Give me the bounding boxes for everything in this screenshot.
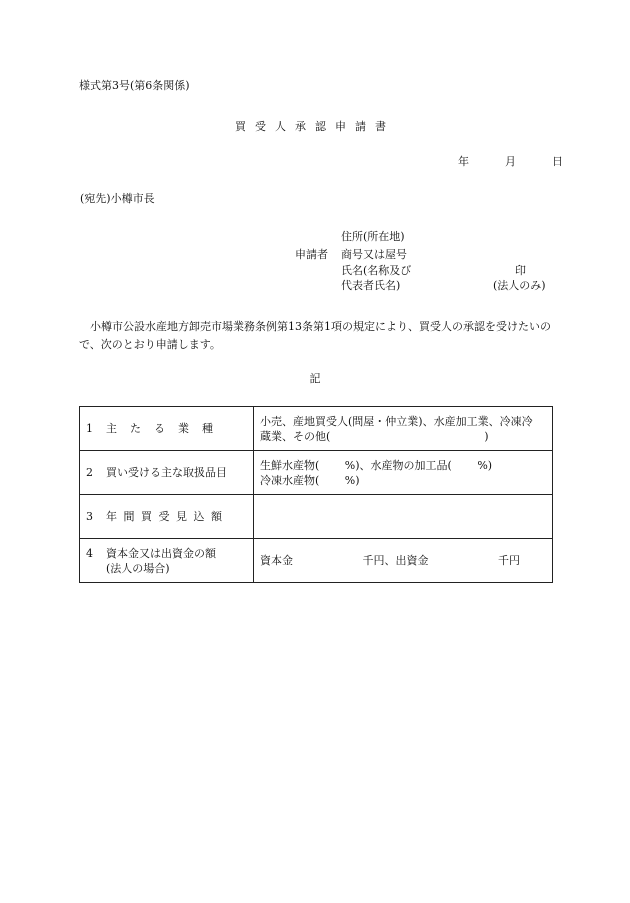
row-content-line: 冷凍水産物( %) — [260, 473, 360, 487]
row-label-cell — [80, 451, 254, 495]
row-label: 年間買受見込額 — [106, 510, 229, 523]
date-month: 月 — [505, 155, 516, 168]
form-number: 様式第3号(第6条関係) — [79, 79, 190, 92]
document-title: 買受人承認申請書 — [235, 120, 395, 133]
row-content-line: 小売、産地買受人(問屋・仲立業)、水産加工業、冷凍冷 — [260, 414, 533, 428]
row-label-line: 資本金又は出資金の額 — [106, 546, 216, 560]
row-label: 買い受ける主な取扱品目 — [106, 466, 227, 479]
seal-mark: 印 — [515, 264, 526, 277]
trade-name-label: 商号又は屋号 — [341, 248, 407, 261]
representative-label: 代表者氏名) — [341, 279, 401, 292]
date-year: 年 — [458, 155, 469, 168]
table-row — [80, 539, 553, 583]
row-number: 4 — [86, 546, 93, 560]
table-row — [80, 451, 553, 495]
row-label — [106, 546, 216, 576]
applicant-label: 申請者 — [295, 248, 328, 261]
application-items-table — [79, 406, 553, 583]
row-label: 主たる業種 — [106, 422, 226, 435]
row-content-cell — [254, 495, 553, 539]
name-label: 氏名(名称及び — [341, 264, 412, 277]
applicant-block — [295, 230, 555, 294]
row-label-cell — [80, 495, 254, 539]
date-line — [458, 155, 563, 169]
table-row — [80, 495, 553, 539]
row-content-line: 資本金 千円、出資金 千円 — [260, 554, 520, 567]
ki-heading: 記 — [309, 372, 321, 385]
row-number: 3 — [86, 510, 93, 523]
row-label-cell — [80, 407, 254, 451]
table-row — [80, 407, 553, 451]
row-content-cell — [254, 451, 553, 495]
row-number: 2 — [86, 466, 93, 479]
row-content-cell — [254, 539, 553, 583]
application-statement: 小樽市公設水産地方卸売市場業務条例第13条第1項の規定により、買受人の承認を受けたいので、次のとおり申請します。 — [79, 320, 551, 351]
corporation-only-note: (法人のみ) — [493, 279, 546, 292]
date-day: 日 — [552, 155, 563, 168]
addressee: (宛先)小樽市長 — [80, 192, 155, 205]
row-number: 1 — [86, 422, 93, 435]
row-label-cell — [80, 539, 254, 583]
row-content-line: 蔵業、その他( ) — [260, 429, 489, 443]
row-content-line: 生鮮水産物( %)、水産物の加工品( %) — [260, 458, 493, 472]
row-content-cell — [254, 407, 553, 451]
row-label-line: (法人の場合) — [106, 561, 170, 575]
address-label: 住所(所在地) — [341, 230, 405, 243]
